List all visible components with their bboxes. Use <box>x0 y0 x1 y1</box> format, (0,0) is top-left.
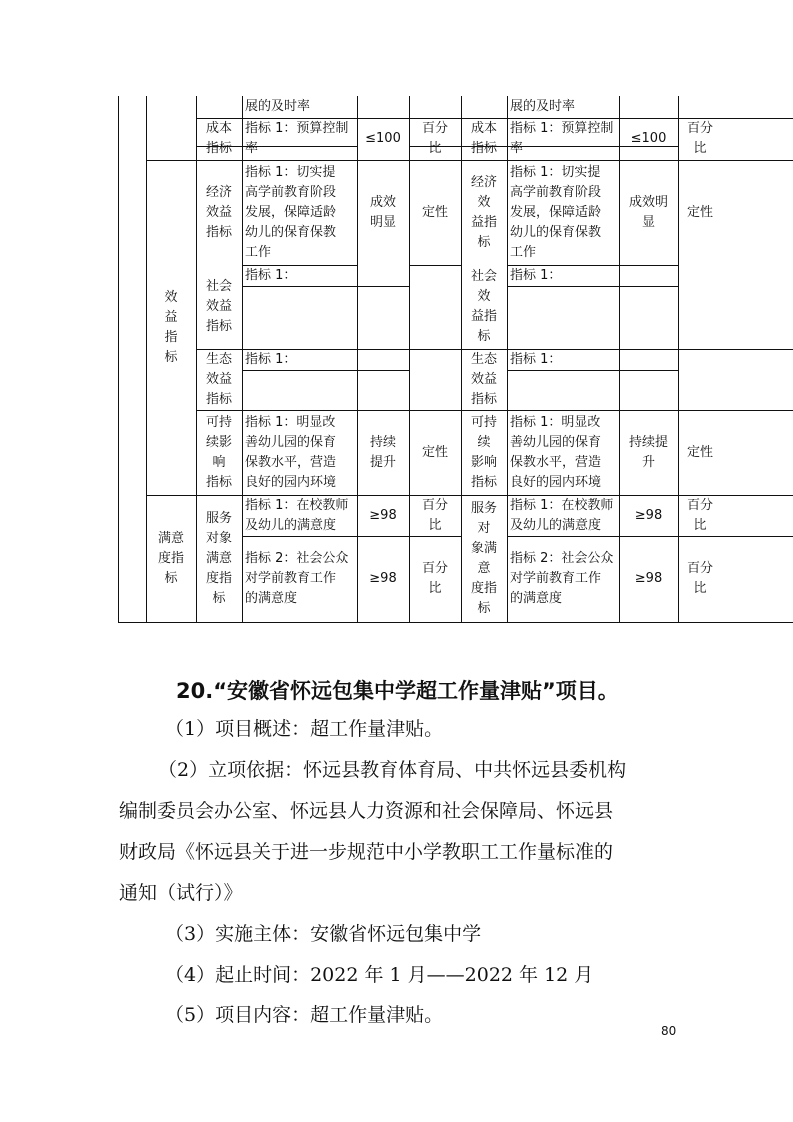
table-cell: 服务 对象 满意 度指 标 <box>205 510 232 606</box>
table-rule-horizontal <box>619 265 678 266</box>
table-cell: 定性 <box>686 444 713 460</box>
table-cell: ≥98 <box>369 571 397 586</box>
table-cell: 服务 对 象满 意 度指 标 <box>470 500 497 616</box>
table-cell: 指标 2：社会公众 对学前教育工作 的满意度 <box>245 551 349 606</box>
table-cell: 生态 效益 指标 <box>470 351 497 407</box>
table-cell: ≤100 <box>365 131 401 146</box>
paragraph-basis: （2）立项依据：怀远县教育体育局、中共怀远县委机构 <box>158 759 627 781</box>
table-cell: 指标 1：明显改 善幼儿园的保育 保教水平，营造 良好的园内环境 <box>510 414 602 490</box>
table-cell: 百分 比 <box>421 497 448 533</box>
table-cell: 持续 提升 <box>369 434 396 470</box>
table-cell: 指标 1：明显改 善幼儿园的保育 保教水平，营造 良好的园内环境 <box>245 414 337 490</box>
paragraph-implementer: （3）实施主体：安徽省怀远包集中学 <box>165 923 482 945</box>
table-cell: ≤100 <box>630 131 667 146</box>
table-rule-horizontal <box>242 286 409 287</box>
table-cell: 生态 效益 指标 <box>205 351 232 407</box>
table-cell: 指标 1：切实提 高学前教育阶段 发展，保障适龄 幼儿的保育保教 工作 <box>510 164 602 260</box>
table-cell: ≥98 <box>634 507 663 523</box>
paragraph-content: （5）项目内容：超工作量津贴。 <box>165 1004 444 1026</box>
table-cell: 定性 <box>686 204 713 220</box>
table-cell: 指标 1：在校教师 及幼儿的满意度 <box>245 497 349 533</box>
table-cell: 成本 指标 <box>470 121 497 156</box>
table-cell: 社会 效 益指 标 <box>470 269 497 344</box>
table-rule-horizontal <box>118 622 793 623</box>
paragraph-basis-line3: 财政局《怀远县关于进一步规范中小学教职工工作量标准的 <box>119 841 614 863</box>
table-cell: 百分 比 <box>686 121 713 156</box>
table-cell: 指标 1： <box>510 267 562 283</box>
table-cell: 经济 效 益指 标 <box>470 174 497 250</box>
paragraph-basis-line2: 编制委员会办公室、怀远县人力资源和社会保障局、怀远县 <box>119 800 614 822</box>
table-cell: 效 益 指 标 <box>164 289 178 365</box>
table-cell: 指标 1：预算控制 率 <box>245 121 349 156</box>
table-cell: 成效 明显 <box>369 194 396 230</box>
table-cell: 指标 1： <box>245 351 297 367</box>
table-cell: 持续提 升 <box>628 434 668 470</box>
table-cell: 可持 续 影响 指标 <box>470 414 497 490</box>
table-cell: ≥98 <box>634 571 663 586</box>
table-cell: 百分 比 <box>421 121 448 156</box>
table-cell: 指标 2：社会公众 对学前教育工作 的满意度 <box>510 551 614 606</box>
table-cell: ≥98 <box>369 507 397 523</box>
table-cell: 定性 <box>421 444 448 460</box>
table-cell: 指标 1：切实提 高学前教育阶段 发展，保障适龄 幼儿的保育保教 工作 <box>245 164 337 260</box>
table-cell: 百分 比 <box>421 561 448 596</box>
table-cell: 百分 比 <box>686 497 713 533</box>
table-rule-horizontal <box>507 286 678 287</box>
table-rule-horizontal <box>409 265 461 266</box>
table-rule-horizontal <box>242 370 409 371</box>
table-cell: 可持 续影 响 指标 <box>205 414 232 490</box>
table-cell: 展的及时率 <box>245 99 311 114</box>
table-cell: 指标 1： <box>245 267 297 283</box>
table-cell: 成本 指标 <box>205 121 232 156</box>
paragraph-basis-line4: 通知（试行）》 <box>119 882 243 904</box>
table-cell: 指标 1： <box>510 351 562 367</box>
table-cell: 满意 度指 标 <box>157 530 184 586</box>
table-rule-horizontal <box>507 370 678 371</box>
table-cell: 百分 比 <box>686 561 713 596</box>
table-cell: 指标 1：在校教师 及幼儿的满意度 <box>510 497 614 533</box>
section-heading: 20.“安徽省怀远包集中学超工作量津贴”项目。 <box>176 679 619 703</box>
table-cell: 经济 效益 指标 <box>205 184 232 240</box>
table-cell: 定性 <box>421 204 448 220</box>
table-rule-vertical <box>118 96 119 622</box>
table-cell: 社会 效益 指标 <box>205 279 232 334</box>
page-number: 80 <box>661 1024 677 1038</box>
paragraph-period: （4）起止时间：2022 年 1 月——2022 年 12 月 <box>165 964 594 986</box>
table-cell: 成效明 显 <box>628 194 668 230</box>
table-cell: 指标 1：预算控制 率 <box>510 121 614 156</box>
paragraph-overview: （1）项目概述：超工作量津贴。 <box>165 718 444 740</box>
table-cell: 展的及时率 <box>510 99 576 114</box>
